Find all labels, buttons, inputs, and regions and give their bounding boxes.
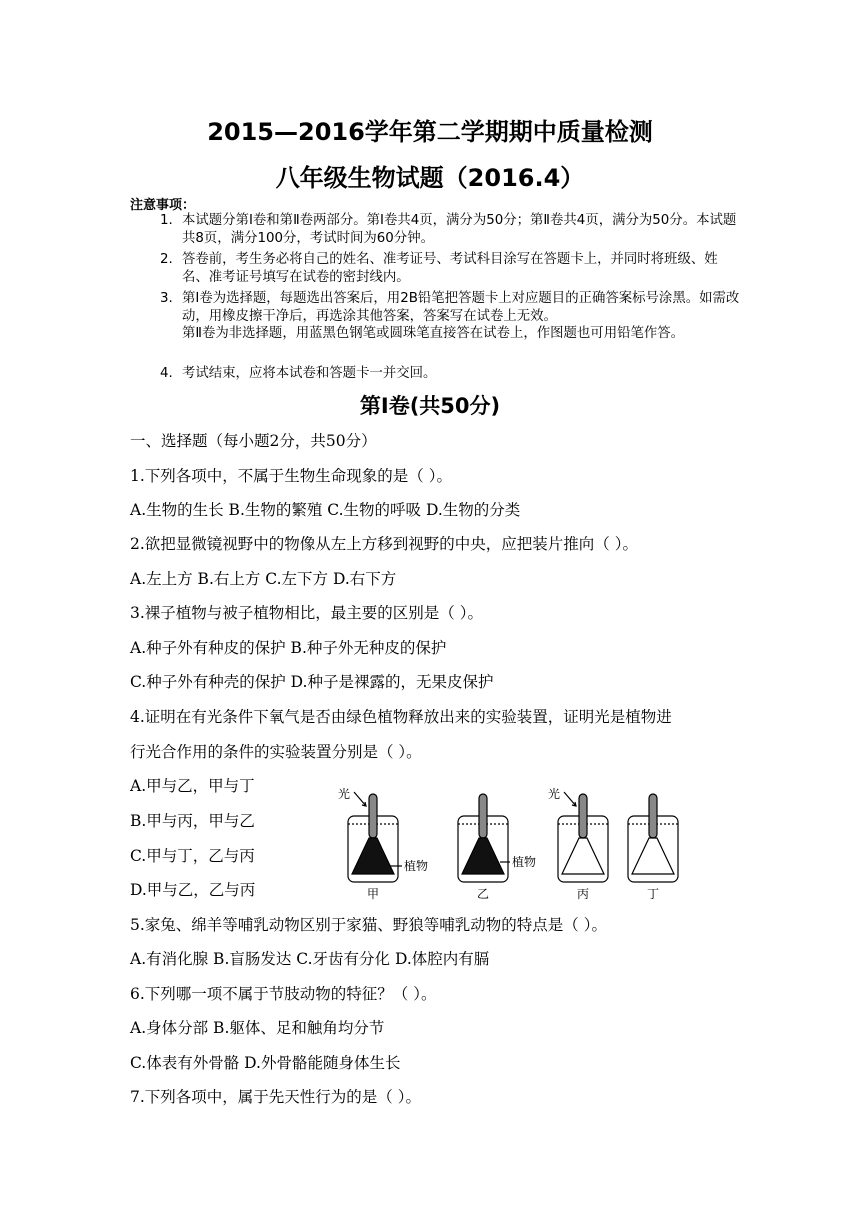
notice-number: 3. xyxy=(160,291,173,306)
question-5-stem: 5.家兔、绵羊等哺乳动物区别于家猫、野狼等哺乳动物的特点是（ ）。 xyxy=(130,916,607,934)
question-4-option-b: B.甲与丙，甲与乙 xyxy=(130,812,255,830)
notice-text: 答卷前，考生务必将自己的姓名、准考证号、考试科目涂写在答题卡上，并同时将班级、姓名、准考证号填写在试卷的密封线内。 xyxy=(182,252,718,285)
question-4-option-a: A.甲与乙，甲与丁 xyxy=(130,777,255,795)
light-arrow-icon xyxy=(354,792,366,806)
experiment-jars-figure xyxy=(336,786,700,904)
question-4-option-d: D.甲与乙，乙与丙 xyxy=(130,881,256,899)
notice-item xyxy=(160,365,740,383)
question-6-stem: 6.下列哪一项不属于节肢动物的特征？（ ）。 xyxy=(130,985,437,1003)
question-6-options-cd: C.体表有外骨骼 D.外骨骼能随身体生长 xyxy=(130,1054,401,1072)
question-7-stem: 7.下列各项中，属于先天性行为的是（ ）。 xyxy=(130,1088,421,1106)
notice-text-continued: 第Ⅱ卷为非选择题，用蓝黑色钢笔或圆珠笔直接答在试卷上，作图题也可用铅笔作答。 xyxy=(182,326,685,341)
question-4-option-c: C.甲与丁，乙与丙 xyxy=(130,847,255,865)
question-5-options: A.有消化腺 B.盲肠发达 C.牙齿有分化 D.体腔内有膈 xyxy=(130,950,490,968)
question-1-stem: 1.下列各项中，不属于生物生命现象的是（ ）。 xyxy=(130,467,452,485)
light-arrow-icon xyxy=(564,792,576,806)
section-title: 第Ⅰ卷(共50分) xyxy=(359,394,501,418)
jar-label: 甲 xyxy=(367,887,380,901)
notice-item xyxy=(160,251,740,286)
notice-heading: 注意事项： xyxy=(130,198,196,213)
jar-bing xyxy=(558,794,608,882)
question-4-stem-continued: 行光合作用的条件的实验装置分别是（ ）。 xyxy=(130,743,422,761)
notice-number: 1. xyxy=(160,213,173,228)
light-label: 光 xyxy=(548,787,561,801)
jar-jia xyxy=(348,794,398,882)
question-2-options: A.左上方 B.右上方 C.左下方 D.右下方 xyxy=(130,570,397,588)
jar-label: 乙 xyxy=(477,887,490,901)
jar-yi xyxy=(458,794,508,882)
question-6-options-ab: A.身体分部 B.躯体、足和触角均分节 xyxy=(130,1019,385,1037)
notice-item xyxy=(160,290,740,343)
exam-subtitle: 八年级生物试题（2016.4） xyxy=(275,164,585,192)
part-heading: 一、选择题（每小题2分，共50分） xyxy=(130,432,377,450)
plant-label: 植物 xyxy=(512,855,537,869)
notice-text: 本试题分第Ⅰ卷和第Ⅱ卷两部分。第Ⅰ卷共4页，满分为50分；第Ⅱ卷共4页，满分为50分。本试题共8页，满分100分，考试时间为60分钟。 xyxy=(182,213,737,246)
exam-title: 2015—2016学年第二学期期中质量检测 xyxy=(207,118,653,146)
light-label: 光 xyxy=(338,787,351,801)
question-3-stem: 3.裸子植物与被子植物相比，最主要的区别是（ ）。 xyxy=(130,604,483,622)
question-2-stem: 2.欲把显微镜视野中的物像从左上方移到视野的中央，应把装片推向（ ）。 xyxy=(130,535,638,553)
question-1-options: A.生物的生长 B.生物的繁殖 C.生物的呼吸 D.生物的分类 xyxy=(130,501,521,519)
question-3-options-cd: C.种子外有种壳的保护 D.种子是裸露的，无果皮保护 xyxy=(130,673,494,691)
plant-label: 植物 xyxy=(404,859,429,873)
jar-label: 丙 xyxy=(577,887,590,901)
notice-number: 2. xyxy=(160,252,173,267)
jar-label: 丁 xyxy=(647,887,660,901)
notice-item xyxy=(160,212,740,247)
jar-ding xyxy=(628,794,678,882)
notice-text: 考试结束，应将本试卷和答题卡一并交回。 xyxy=(182,366,437,381)
notice-number: 4. xyxy=(160,366,173,381)
question-4-stem: 4.证明在有光条件下氧气是否由绿色植物释放出来的实验装置，证明光是植物进 xyxy=(130,708,672,726)
notice-text: 第Ⅰ卷为选择题，每题选出答案后，用2B铅笔把答题卡上对应题目的正确答案标号涂黑。如需改动，用橡皮擦干净后，再选涂其他答案，答案写在试卷上无效。 xyxy=(182,291,740,324)
question-3-options-ab: A.种子外有种皮的保护 B.种子外无种皮的保护 xyxy=(130,639,447,657)
